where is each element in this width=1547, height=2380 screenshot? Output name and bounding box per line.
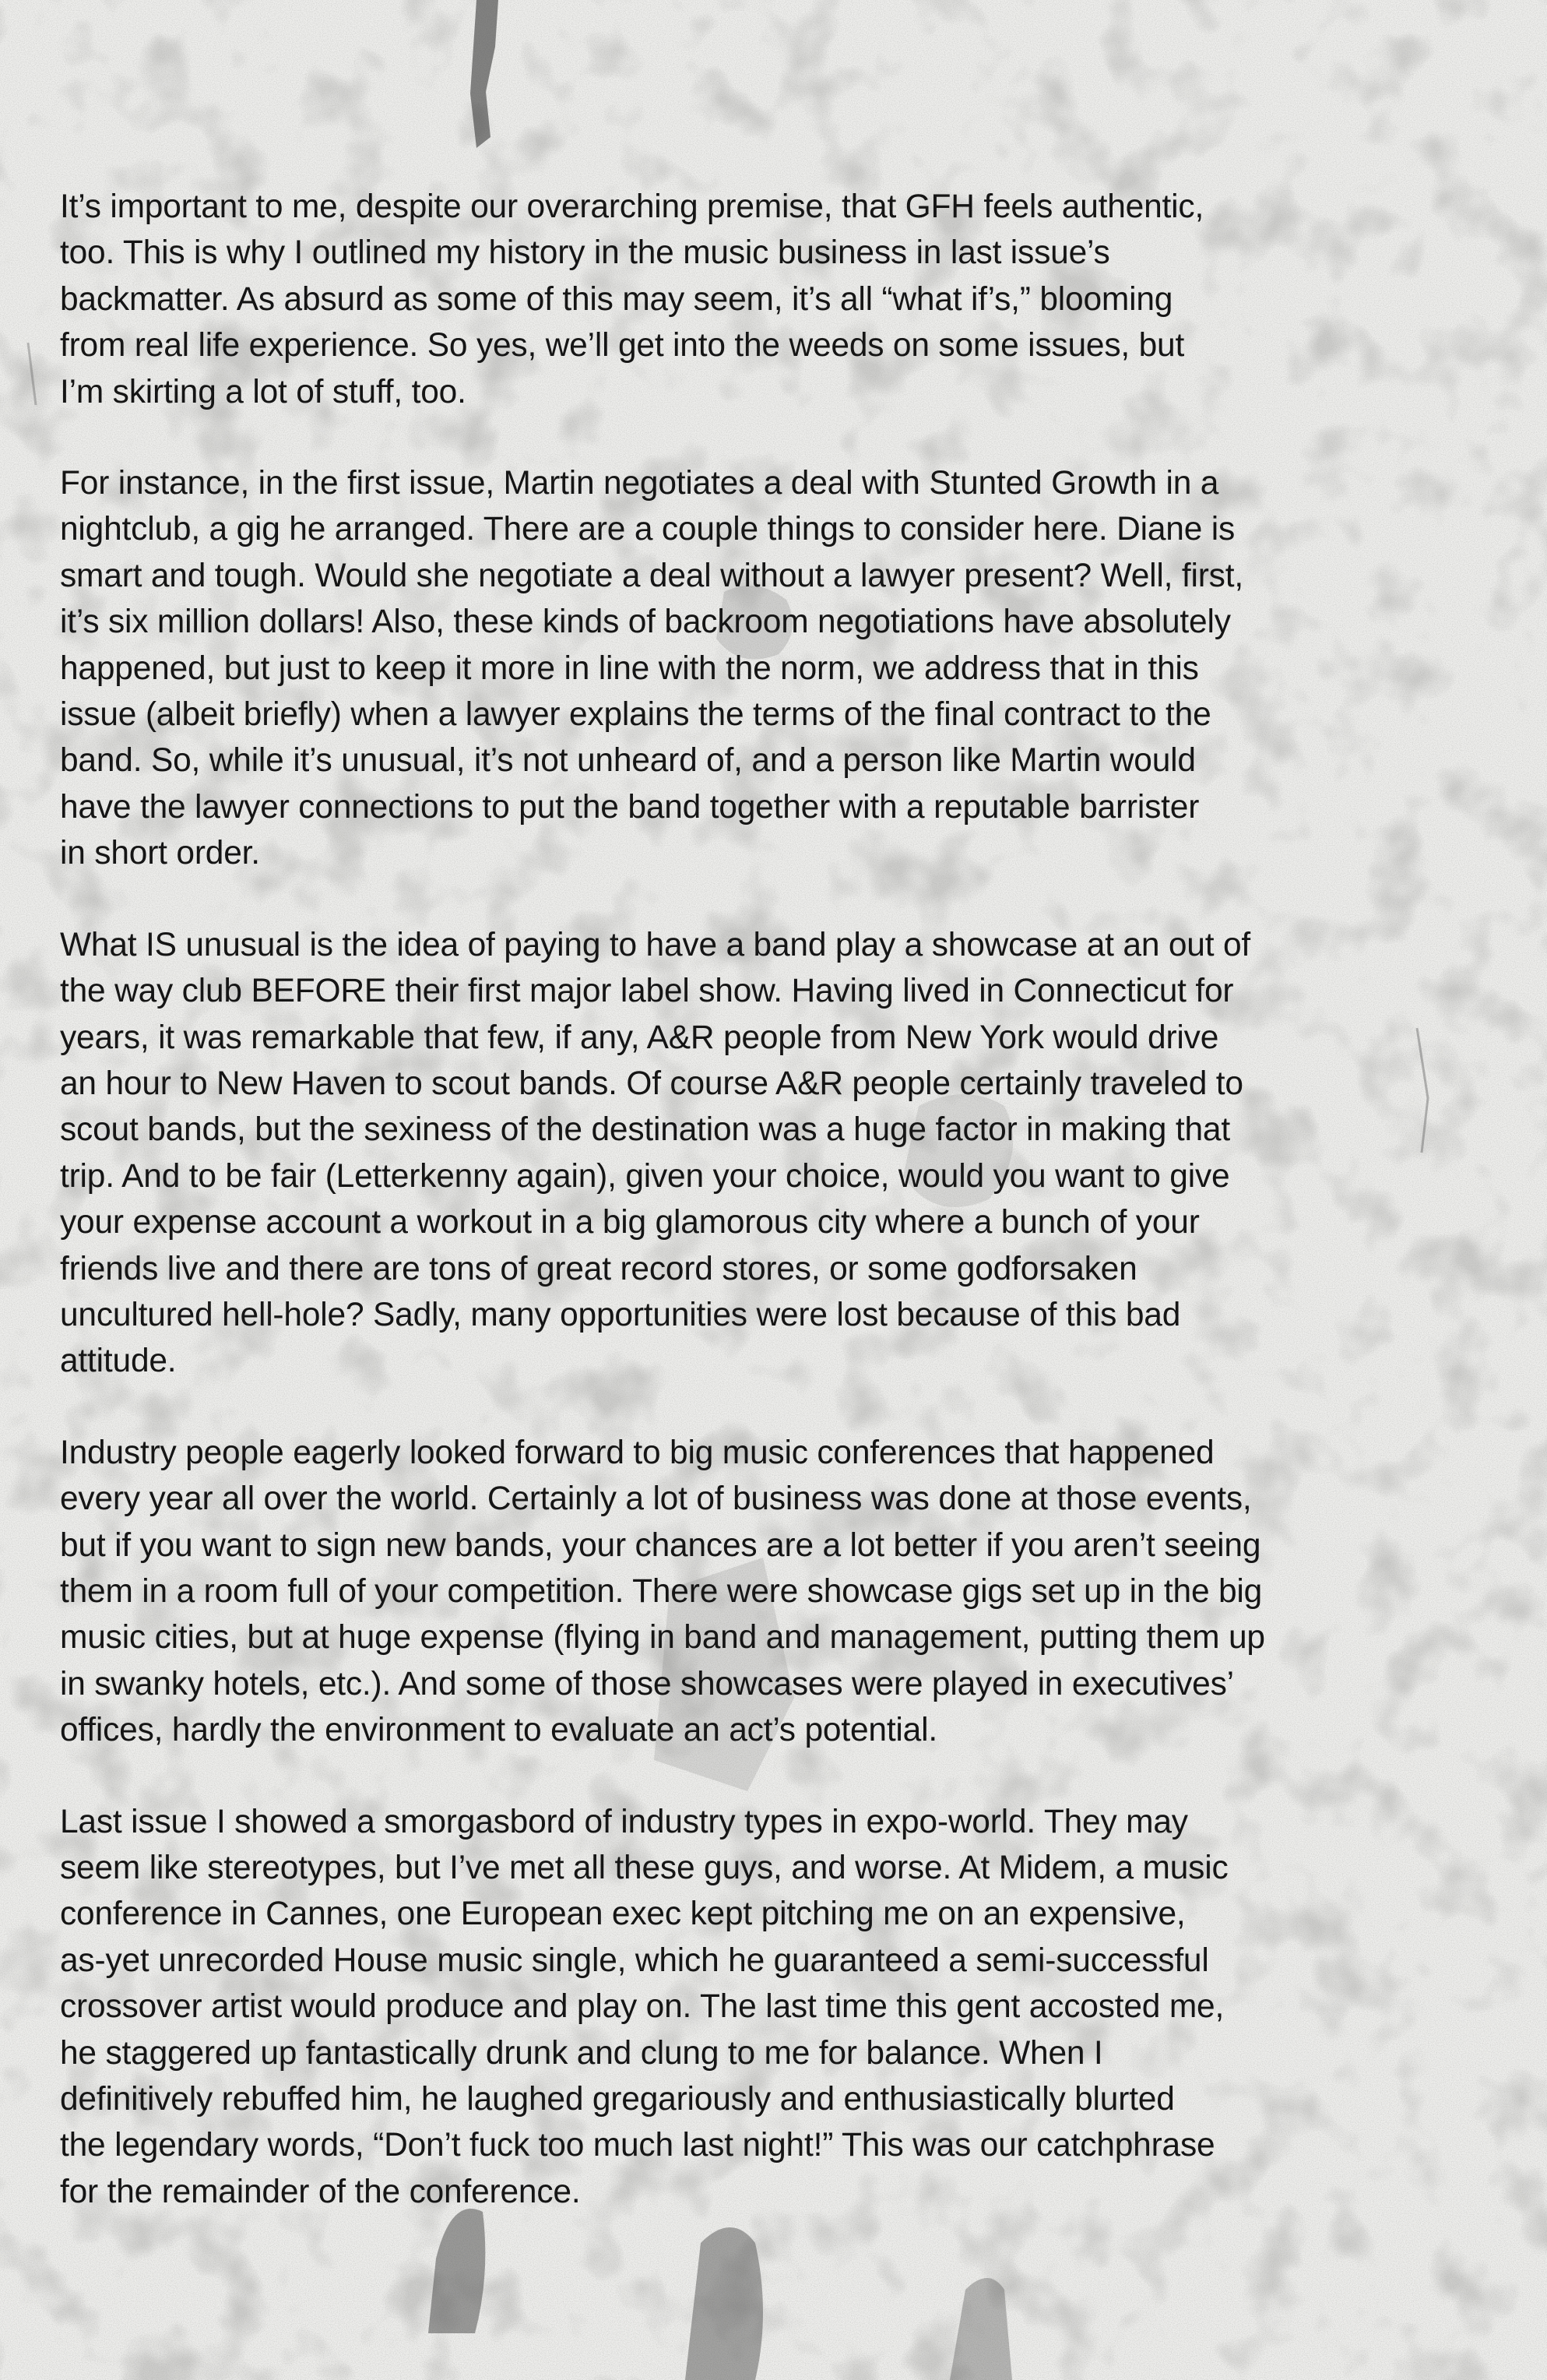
text-line: trip. And to be fair (Letterkenny again), given your choice, would you want to give	[60, 1157, 1230, 1195]
text-line: conference in Cannes, one European exec kept pitching me on an expensive,	[60, 1896, 1186, 1933]
text-line: backmatter. As absurd as some of this may seem, it’s all “what if’s,” blooming	[60, 280, 1173, 318]
text-line: scout bands, but the sexiness of the destination was a huge factor in making that	[60, 1111, 1230, 1149]
text-line: issue (albeit briefly) when a lawyer explains the terms of the final contract to the	[60, 696, 1211, 734]
text-line: he staggered up fantastically drunk and clung to me for balance. When I	[60, 2034, 1103, 2072]
text-line: I’m skirting a lot of stuff, too.	[60, 373, 466, 410]
text-line: years, it was remarkable that few, if any, A&R people from New York would drive	[60, 1019, 1219, 1056]
text-line: it’s six million dollars! Also, these kinds of backroom negotiations have absolutely	[60, 604, 1231, 641]
text-line: happened, but just to keep it more in line with the norm, we address that in this	[60, 650, 1199, 687]
text-line: crossover artist would produce and play on. The last time this gent accosted me,	[60, 1988, 1225, 2026]
text-line: an hour to New Haven to scout bands. Of course A&R people certainly traveled to	[60, 1065, 1243, 1102]
text-line: nightclub, a gig he arranged. There are a couple things to consider here. Diane is	[60, 511, 1236, 548]
text-line: Last issue I showed a smorgasbord of industry types in expo-world. They may	[60, 1803, 1188, 1840]
text-line: as-yet unrecorded House music single, which he guaranteed a semi-successful	[60, 1942, 1209, 1979]
text-line: smart and tough. Would she negotiate a deal without a lawyer present? Well, first,	[60, 557, 1243, 594]
paragraph-3	[60, 922, 1524, 1385]
text-line: band. So, while it’s unusual, it’s not unheard of, and a person like Martin would	[60, 742, 1196, 780]
text-line: them in a room full of your competition. There were showcase gigs set up in the big	[60, 1572, 1263, 1610]
text-line: It’s important to me, despite our overarching premise, that GFH feels authentic,	[60, 188, 1204, 225]
text-line: attitude.	[60, 1343, 177, 1380]
paragraph-2	[60, 460, 1524, 877]
paragraph-5	[60, 1799, 1524, 2216]
text-line: but if you want to sign new bands, your chances are a lot better if you aren’t seeing	[60, 1526, 1261, 1564]
text-line: too. This is why I outlined my history in the music business in last issue’s	[60, 234, 1110, 272]
text-line: seem like stereotypes, but I’ve met all these guys, and worse. At Midem, a music	[60, 1850, 1229, 1886]
text-line: music cities, but at huge expense (flying in band and management, putting them up	[60, 1619, 1265, 1656]
text-line: Industry people eagerly looked forward to big music conferences that happened	[60, 1434, 1215, 1471]
text-line: your expense account a workout in a big glamorous city where a bunch of your	[60, 1204, 1200, 1241]
text-line: have the lawyer connections to put the band together with a reputable barrister	[60, 788, 1200, 826]
text-line: definitively rebuffed him, he laughed gregariously and enthusiastically blurted	[60, 2081, 1175, 2118]
text-line: the legendary words, “Don’t fuck too much last night!” This was our catchphrase	[60, 2127, 1215, 2164]
text-line: every year all over the world. Certainly a lot of business was done at those events,	[60, 1480, 1252, 1518]
text-line: What IS unusual is the idea of paying to have a band play a showcase at an out of	[60, 926, 1250, 963]
article-body	[60, 184, 1524, 2260]
text-line: in swanky hotels, etc.). And some of those showcases were played in executives’	[60, 1665, 1234, 1702]
text-line: from real life experience. So yes, we’ll get into the weeds on some issues, but	[60, 327, 1185, 364]
paragraph-1	[60, 184, 1524, 415]
text-line: the way club BEFORE their first major label show. Having lived in Connecticut for	[60, 973, 1234, 1010]
text-line: For instance, in the first issue, Martin negotiates a deal with Stunted Growth in a	[60, 465, 1219, 502]
text-line: for the remainder of the conference.	[60, 2173, 581, 2210]
text-line: uncultured hell-hole? Sadly, many opportunities were lost because of this bad	[60, 1296, 1181, 1333]
text-line: offices, hardly the environment to evaluate an act’s potential.	[60, 1712, 937, 1749]
paragraph-4	[60, 1430, 1524, 1754]
text-line: in short order.	[60, 835, 260, 872]
text-line: friends live and there are tons of great record stores, or some godforsaken	[60, 1250, 1137, 1287]
